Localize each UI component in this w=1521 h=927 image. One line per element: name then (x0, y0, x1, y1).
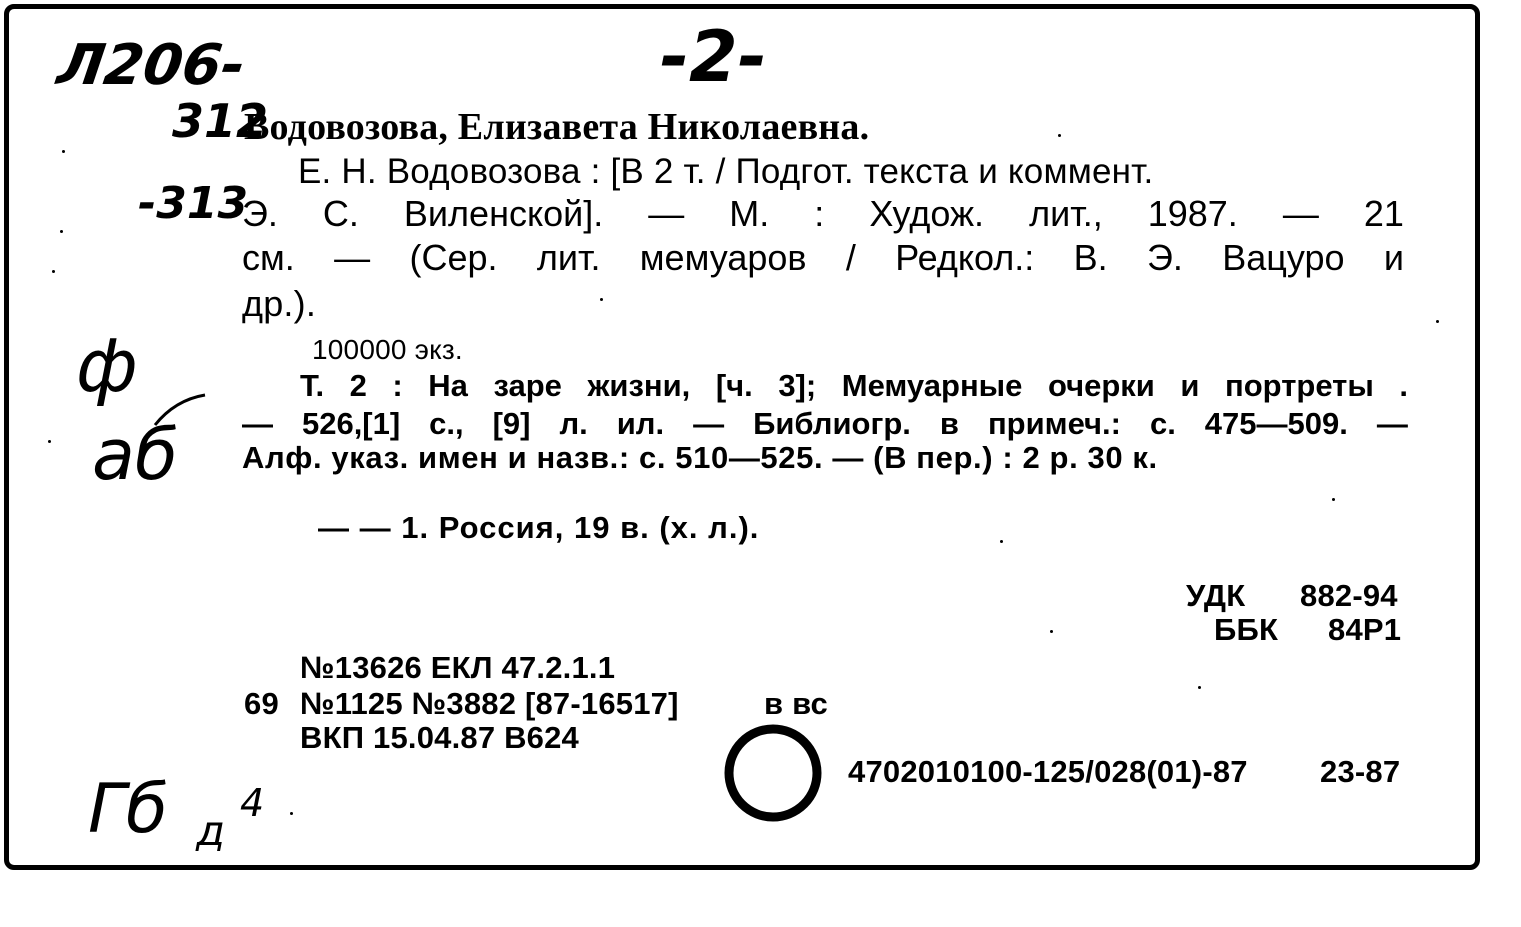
word: С. (322, 193, 359, 234)
word: Библиогр. (753, 406, 911, 441)
word: [ч. (715, 368, 753, 403)
word: Мемуарные (841, 368, 1023, 403)
handwritten-number-313: -313 (138, 178, 249, 229)
word: лит., (1029, 193, 1103, 234)
word: Редкол.: (895, 237, 1035, 278)
title-line-4: др.). (242, 283, 317, 324)
title-line-3 (242, 237, 1404, 278)
word: и (1383, 237, 1404, 278)
word: [9] (492, 406, 531, 441)
print-speck (1332, 498, 1335, 501)
word: Э. (1146, 237, 1183, 278)
word: с., (429, 406, 464, 441)
word: Виленской]. (403, 193, 604, 234)
word: — (648, 193, 685, 234)
word: примеч.: (987, 406, 1121, 441)
volume-line-1 (300, 370, 1408, 401)
registry-code-suffix: 23-87 (1320, 754, 1401, 789)
word: 1987. (1147, 193, 1238, 234)
word: М. (729, 193, 770, 234)
print-speck (1050, 630, 1053, 633)
print-speck (60, 230, 63, 233)
word: 3]; (778, 368, 817, 403)
copies-count: 100000 экз. (312, 334, 463, 365)
word: Вацуро (1222, 237, 1345, 278)
word: 21 (1363, 193, 1404, 234)
print-speck (600, 298, 603, 301)
word: в (939, 406, 959, 441)
registry-line-3: ВКП 15.04.87 В624 (300, 720, 579, 755)
circle-stamp (718, 718, 828, 828)
word: / (845, 237, 856, 278)
word: — (1282, 193, 1319, 234)
word: Т. (300, 368, 325, 403)
bbk-value: 84Р1 (1328, 612, 1402, 647)
title-line-2 (242, 193, 1404, 234)
word: На (428, 368, 468, 403)
handwritten-bottom-sup: 4 (240, 781, 265, 825)
print-speck (290, 812, 293, 815)
word: ил. (616, 406, 665, 441)
handwritten-shelf-code: Л206- (53, 33, 250, 98)
word: — (693, 406, 725, 441)
handwritten-bottom-mark: Гб (88, 770, 168, 849)
handwritten-letter-f: ф (76, 324, 138, 408)
author-heading: Водовозова, Елизавета Николаевна. (244, 106, 870, 148)
word: 475—509. (1204, 406, 1348, 441)
handwritten-stroke (150, 390, 210, 430)
print-speck (1058, 134, 1061, 137)
print-speck (1198, 686, 1201, 689)
word: В. (1073, 237, 1108, 278)
registry-prefix: 69 (244, 686, 279, 721)
udk-label: УДК (1186, 578, 1246, 613)
title-line-1: Е. Н. Водовозова : [В 2 т. / Подгот. текста и коммент. (298, 152, 1154, 191)
word: лит. (536, 237, 601, 278)
bbk-label: ББК (1214, 612, 1279, 647)
word: — (334, 237, 371, 278)
registry-suffix: в вс (764, 686, 828, 721)
word: жизни, (587, 368, 691, 403)
word: с. (1149, 406, 1176, 441)
word: см. (242, 237, 295, 278)
word: и (1180, 368, 1200, 403)
volume-line-3: Алф. указ. имен и назв.: с. 510—525. — (В пер.) : 2 р. 30 к. (242, 440, 1158, 475)
word: . (1399, 368, 1408, 403)
word: заре (493, 368, 562, 403)
print-speck (62, 150, 65, 153)
volume-line-2 (242, 408, 1408, 439)
udk-value: 882-94 (1300, 578, 1398, 613)
handwritten-letters-ab: аб (92, 414, 179, 496)
print-speck (48, 440, 51, 443)
word: Э. (242, 193, 278, 234)
word: — (242, 406, 273, 441)
handwritten-number-312: 312 (172, 94, 269, 148)
registry-line-2: №1125 №3882 [87-16517] (300, 686, 679, 721)
handwritten-page-mark: -2- (660, 16, 767, 98)
handwritten-bottom-sub: д (196, 806, 226, 855)
print-speck (52, 270, 55, 273)
print-speck (1436, 320, 1439, 323)
word: 526,[1] (301, 406, 401, 441)
word: мемуаров (639, 237, 807, 278)
word: (Сер. (409, 237, 498, 278)
word: — (1376, 406, 1408, 441)
word: : (814, 193, 825, 234)
print-speck (1000, 540, 1003, 543)
word: Худож. (869, 193, 985, 234)
registry-code: 4702010100-125/028(01)-87 (848, 754, 1248, 789)
subject-heading: — — 1. Россия, 19 в. (х. л.). (318, 510, 760, 545)
word: 2 (349, 368, 367, 403)
word: портреты (1225, 368, 1374, 403)
registry-line-1: №13626 ЕКЛ 47.2.1.1 (300, 650, 616, 685)
word: л. (559, 406, 588, 441)
word: : (392, 368, 403, 403)
word: очерки (1047, 368, 1155, 403)
